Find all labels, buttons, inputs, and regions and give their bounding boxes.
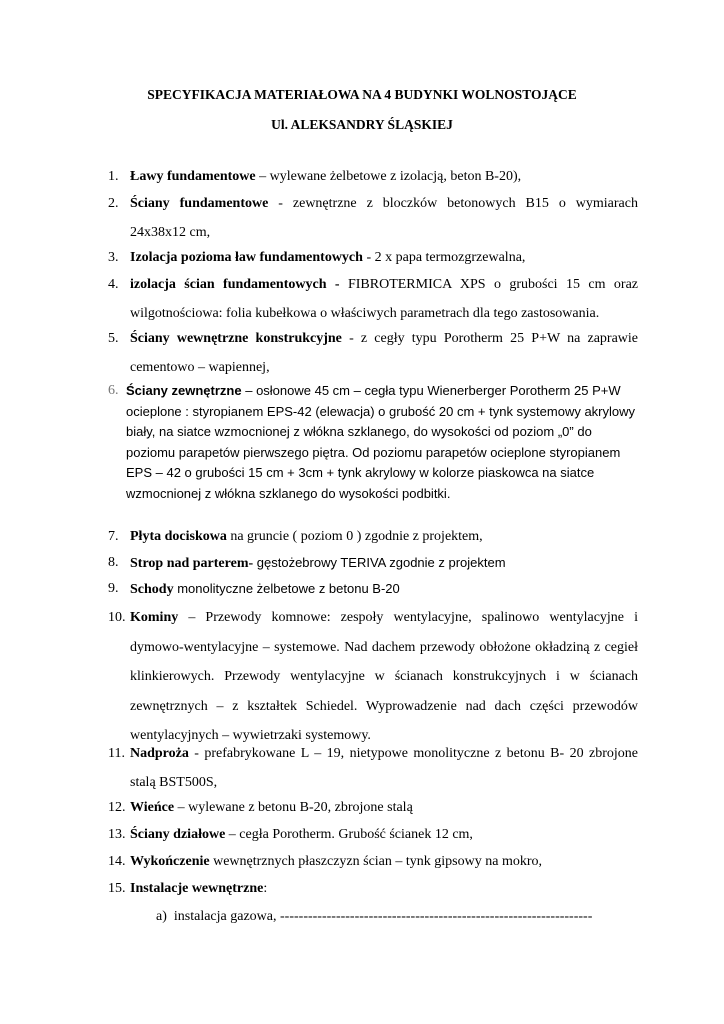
item-text: wewnętrznych płaszczyzn ścian – tynk gipsowy na mokro, bbox=[209, 854, 542, 869]
list-item bbox=[108, 325, 638, 382]
item-text: : bbox=[263, 881, 268, 896]
item-text: - z cegły typu Porotherm 25 P+W na zaprawie cementowo – wapiennej, bbox=[130, 331, 638, 375]
item-number: 5. bbox=[108, 331, 119, 346]
item-heading: Strop nad parterem- bbox=[130, 556, 254, 571]
item-text: – osłonowe 45 cm – cegła typu Wienerberger Porotherm 25 P+W ocieplone : styropianem EPS-42 (elewacja) o grubość 20 cm + tynk systemowy akrylowy biały, na siatce wzmocnionej z włókna szklanego, do wysokości od poziom „0” do poziomu parapetów pierwszego piętra. Od poziomu parapetów ocieplone styropianem EPS – 42 o grubości 15 cm + 3cm + tynk akrylowy w kolorze piaskowca na siatce wzmocnionej z włókna szklanego do wysokości podbitki. bbox=[126, 383, 636, 501]
sub-list-item bbox=[156, 903, 626, 931]
item-number: 12. bbox=[108, 800, 126, 815]
item-number: 7. bbox=[108, 529, 119, 544]
item-number: 13. bbox=[108, 827, 126, 842]
item-text: - 2 x papa termozgrzewalna, bbox=[362, 250, 526, 265]
list-item bbox=[108, 603, 638, 751]
item-text: – wylewane z betonu B-20, zbrojone stalą bbox=[174, 800, 413, 815]
item-heading: Ławy fundamentowe bbox=[130, 169, 256, 184]
sub-item-letter: a) bbox=[156, 909, 167, 924]
item-heading: Wykończenie bbox=[130, 854, 210, 869]
list-item bbox=[108, 271, 638, 328]
item-text: gęstożebrowy TERIVA zgodnie z projektem bbox=[253, 555, 506, 570]
item-text: na gruncie ( poziom 0 ) zgodnie z projektem, bbox=[226, 529, 483, 544]
document-title: SPECYFIKACJA MATERIAŁOWA NA 4 BUDYNKI WOLNOSTOJĄCE bbox=[147, 87, 577, 102]
list-item bbox=[108, 190, 638, 247]
item-heading: Instalacje wewnętrzne bbox=[130, 881, 264, 896]
item-number: 10. bbox=[108, 610, 126, 625]
item-heading: Izolacja pozioma ław fundamentowych bbox=[130, 250, 363, 265]
list-item bbox=[108, 575, 638, 605]
item-heading: Ściany wewnętrzne konstrukcyjne bbox=[130, 331, 342, 346]
list-item bbox=[108, 523, 638, 552]
item-text: FIBROTERMICA XPS o grubości 15 cm oraz wilgotnościowa: folia kubełkowa o właściwych parametrach dla tego zastosowania. bbox=[130, 277, 638, 321]
item-number: 3. bbox=[108, 250, 119, 265]
list-item bbox=[108, 740, 638, 797]
item-heading: Nadproża bbox=[130, 746, 189, 761]
item-number: 15. bbox=[108, 881, 126, 896]
item-text: – wylewane żelbetowe z izolacją, beton B-20), bbox=[255, 169, 522, 184]
item-number: 8. bbox=[108, 555, 119, 570]
list-item bbox=[108, 163, 638, 192]
sub-item-text: instalacja gazowa, ------------------------------------------------------------------- bbox=[173, 909, 593, 924]
list-item bbox=[108, 381, 638, 504]
list-item bbox=[108, 794, 638, 823]
item-number: 6. bbox=[108, 383, 119, 398]
item-heading: Ściany zewnętrzne bbox=[126, 383, 242, 398]
list-item bbox=[108, 821, 638, 850]
item-number: 1. bbox=[108, 169, 119, 184]
item-number: 2. bbox=[108, 196, 119, 211]
item-text: - zewnętrzne z bloczków betonowych B15 o wymiarach 24x38x12 cm, bbox=[130, 196, 638, 240]
item-heading: Wieńce bbox=[130, 800, 175, 815]
item-heading: Kominy bbox=[130, 610, 179, 625]
item-text: – cegła Porotherm. Grubość ścianek 12 cm, bbox=[225, 827, 473, 842]
item-number: 4. bbox=[108, 277, 119, 292]
list-item bbox=[108, 848, 638, 877]
item-heading: Ściany fundamentowe bbox=[130, 196, 269, 211]
item-text: – Przewody komnowe: zespoły wentylacyjne, spalinowo wentylacyjne i dymowo-wentylacyjne – systemowe. Nad dachem przewody obłożone okładziną z cegieł klinkierowych. Przewody wentylacyjne w ścianach konstrukcyjnych i w ścianach zewnętrznych – z kształtek Schiedel. Wyprowadzenie nad dach części przewodów wentylacyjnych – wywietrzaki systemowy. bbox=[130, 610, 638, 743]
document-subtitle: Ul. ALEKSANDRY ŚLĄSKIEJ bbox=[271, 117, 453, 132]
item-text: monolityczne żelbetowe z betonu B-20 bbox=[173, 581, 400, 596]
item-text: - prefabrykowane L – 19, nietypowe monolityczne z betonu B- 20 zbrojone stalą BST500S, bbox=[130, 746, 638, 790]
item-number: 11. bbox=[108, 746, 125, 761]
item-heading: Płyta dociskowa bbox=[130, 529, 227, 544]
list-item bbox=[108, 244, 638, 273]
item-heading: Ściany działowe bbox=[130, 827, 226, 842]
item-number: 9. bbox=[108, 581, 119, 596]
list-item bbox=[108, 875, 638, 904]
item-heading: Schody bbox=[130, 582, 174, 597]
item-number: 14. bbox=[108, 854, 126, 869]
item-heading: izolacja ścian fundamentowych - bbox=[130, 277, 340, 292]
